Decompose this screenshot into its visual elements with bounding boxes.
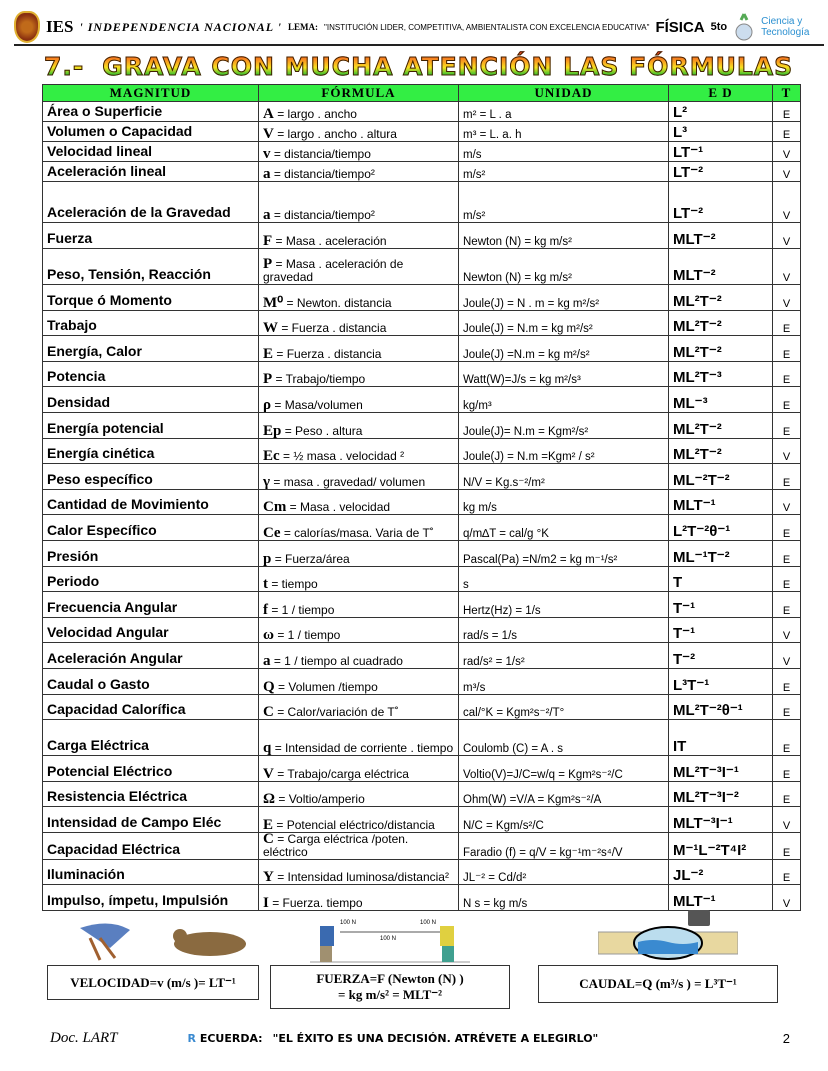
magnitud-cell: Capacidad Calorífica [43, 694, 259, 720]
dimension-cell: ML²T⁻³I⁻² [669, 781, 773, 807]
force-label: 100 N [340, 920, 357, 926]
dimension-cell: T⁻¹ [669, 592, 773, 618]
table-row [43, 668, 801, 694]
type-cell: E [773, 361, 801, 387]
formula-cell [259, 781, 459, 807]
table-row [43, 285, 801, 311]
formula-cell [259, 566, 459, 592]
formula-text: = calorías/masa. Varia de T˚ [283, 525, 434, 540]
dimension-cell: MLT⁻² [669, 249, 773, 285]
formula-cell [259, 617, 459, 643]
formula-text: = Potencial eléctrico/distancia [276, 817, 435, 832]
magnitud-cell: Intensidad de Campo Eléc [43, 807, 259, 833]
formula-symbol: E [263, 345, 274, 362]
type-cell: E [773, 387, 801, 413]
formula-symbol: γ [263, 473, 271, 490]
table-header-row [43, 85, 801, 102]
magnitud-cell: Impulso, ímpetu, Impulsión [43, 885, 259, 911]
formula-cell [259, 122, 459, 142]
unidad-cell: q/m∆T = cal/g °K [459, 515, 669, 541]
dimension-cell: ML²T⁻² [669, 336, 773, 362]
unidad-cell: Joule(J) = N . m = kg m²/s² [459, 285, 669, 311]
magnitud-cell: Aceleración de la Gravedad [43, 182, 259, 223]
magnitud-cell: Periodo [43, 566, 259, 592]
formula-text: = 1 / tiempo [271, 602, 335, 617]
formula-symbol: A [263, 106, 274, 122]
unidad-cell: Voltio(V)=J/C=w/q = Kgm²s⁻²/C [459, 756, 669, 782]
unidad-cell: cal/°K = Kgm²s⁻²/T° [459, 694, 669, 720]
table-row [43, 336, 801, 362]
formula-text: = Voltio/amperio [278, 792, 365, 807]
formula-cell [259, 756, 459, 782]
dimension-cell: LT⁻² [669, 182, 773, 223]
table-row [43, 540, 801, 566]
magnitud-cell: Calor Específico [43, 515, 259, 541]
table-row [43, 489, 801, 515]
formula-text: = masa . gravedad/ volumen [273, 474, 426, 489]
table-row [43, 566, 801, 592]
formula-symbol: a [263, 652, 271, 669]
formula-cell [259, 162, 459, 182]
table-row [43, 438, 801, 464]
unidad-cell: m/s² [459, 162, 669, 182]
velocidad-summary-box [47, 965, 259, 1000]
formula-symbol: ρ [263, 396, 272, 413]
formula-cell [259, 361, 459, 387]
page-number: 2 [782, 1031, 790, 1046]
science-logo-text [761, 16, 809, 38]
formula-text: = distancia/tiempo [273, 147, 371, 161]
table-row [43, 617, 801, 643]
table-row [43, 781, 801, 807]
magnitud-cell: Área o Superficie [43, 102, 259, 122]
unidad-cell: N/V = Kg.s⁻²/m² [459, 464, 669, 490]
formula-text: = Masa . aceleración de gravedad [263, 257, 404, 284]
type-cell: E [773, 310, 801, 336]
unidad-cell: Newton (N) = kg m/s² [459, 249, 669, 285]
formula-text: = Masa . velocidad [289, 500, 391, 515]
unidad-cell: Faradio (f) = q/V = kg⁻¹m⁻²s⁴/V [459, 832, 669, 859]
caudal-summary-box [538, 965, 778, 1003]
formula-text: = Masa . aceleración [275, 234, 387, 248]
table-row [43, 310, 801, 336]
magnitud-cell: Fuerza [43, 223, 259, 249]
unidad-cell: s [459, 566, 669, 592]
dimension-cell: ML²T⁻²θ⁻¹ [669, 694, 773, 720]
magnitud-cell: Caudal o Gasto [43, 668, 259, 694]
formula-cell [259, 515, 459, 541]
dimension-cell: LT⁻¹ [669, 142, 773, 162]
dimension-cell: T⁻¹ [669, 617, 773, 643]
velocidad-summary: VELOCIDAD=v (m/s )= LT⁻¹ [70, 974, 236, 990]
magnitud-cell: Potencial Eléctrico [43, 756, 259, 782]
subject: FÍSICA [655, 18, 705, 36]
formula-cell [259, 668, 459, 694]
dimension-cell: MLT⁻¹ [669, 885, 773, 911]
fuerza-summary-line: = kg m/s² = MLT⁻² [337, 987, 443, 1002]
formula-cell [259, 285, 459, 311]
unidad-cell: N/C = Kgm/s²/C [459, 807, 669, 833]
table-row [43, 142, 801, 162]
fuerza-summary-box [270, 965, 510, 1009]
formula-text: = Calor/variación de T˚ [277, 705, 399, 720]
tug-of-war-illustration [300, 918, 480, 968]
formula-symbol: Ω [263, 791, 276, 807]
magnitud-cell: Velocidad Angular [43, 617, 259, 643]
formula-cell [259, 438, 459, 464]
type-cell: V [773, 438, 801, 464]
dimension-cell: L² [669, 102, 773, 122]
title-text: GRAVA CON MUCHA ATENCIÓN LAS FÓRMULAS [102, 51, 794, 81]
magnitud-cell: Presión [43, 540, 259, 566]
dimension-cell: MLT⁻¹ [669, 489, 773, 515]
formula-symbol: ω [263, 627, 274, 643]
table-row [43, 720, 801, 756]
table-row [43, 832, 801, 859]
formula-text: = distancia/tiempo² [273, 208, 375, 222]
dimension-cell: ML⁻²T⁻² [669, 464, 773, 490]
unidad-cell: N s = kg m/s [459, 885, 669, 911]
unidad-cell: Hertz(Hz) = 1/s [459, 592, 669, 618]
formula-text: = Intensidad de corriente . tiempo [274, 741, 454, 756]
formula-symbol: Y [263, 869, 274, 885]
formula-text: = 1 / tiempo [277, 628, 341, 643]
dimension-cell: T [669, 566, 773, 592]
type-cell: E [773, 412, 801, 438]
magnitud-cell: Aceleración Angular [43, 643, 259, 669]
formula-text: = Masa/volumen [274, 397, 363, 412]
dimension-cell: ML⁻¹T⁻² [669, 540, 773, 566]
magnitud-cell: Volumen o Capacidad [43, 122, 259, 142]
logo-line: Tecnología [761, 27, 810, 38]
unidad-cell: m/s [459, 142, 669, 162]
unidad-cell: m³/s [459, 668, 669, 694]
formula-text: = Fuerza. tiempo [272, 896, 363, 911]
type-cell: E [773, 122, 801, 142]
formula-cell [259, 592, 459, 618]
school-crest-icon [14, 11, 40, 43]
formula-symbol: p [263, 550, 272, 567]
formula-symbol: a [263, 166, 271, 182]
recuerda-text: ECUERDA: [199, 1032, 263, 1045]
type-cell: E [773, 464, 801, 490]
type-cell: V [773, 223, 801, 249]
force-label: 100 N [380, 936, 397, 942]
quote: "EL ÉXITO ES UNA DECISIÓN. ATRÉVETE A ELEGIRLO" [272, 1032, 599, 1045]
formula-symbol: W [263, 320, 278, 336]
formula-text: = Carga eléctrica /poten. eléctrico [263, 832, 409, 859]
formula-cell [259, 182, 459, 223]
table-row [43, 464, 801, 490]
formula-cell [259, 489, 459, 515]
table-row [43, 162, 801, 182]
magnitud-cell: Capacidad Eléctrica [43, 832, 259, 859]
dimension-cell: T⁻² [669, 643, 773, 669]
type-cell: V [773, 643, 801, 669]
formula-symbol: E [263, 816, 274, 833]
formula-text: = Newton. distancia [286, 295, 392, 310]
formula-symbol: Ec [263, 448, 280, 464]
formula-text: = Volumen /tiempo [278, 679, 378, 694]
formula-symbol: t [263, 576, 268, 592]
page-title [44, 51, 800, 81]
formula-text: = largo . ancho . altura [277, 127, 397, 141]
logo-line: Ciencia y [761, 16, 803, 27]
type-cell: V [773, 489, 801, 515]
type-cell: E [773, 540, 801, 566]
formula-symbol: a [263, 207, 271, 223]
formula-cell [259, 464, 459, 490]
unidad-cell: Joule(J) = N.m =Kgm² / s² [459, 438, 669, 464]
r-logo-icon: R [187, 1032, 196, 1045]
formula-cell [259, 336, 459, 362]
formula-symbol: M⁰ [263, 294, 284, 311]
formula-cell [259, 412, 459, 438]
formula-text: = Trabajo/tiempo [275, 372, 366, 387]
table-row [43, 756, 801, 782]
type-cell: E [773, 694, 801, 720]
magnitud-cell: Aceleración lineal [43, 162, 259, 182]
formula-cell [259, 540, 459, 566]
formula-symbol: Ce [263, 524, 281, 541]
formula-text: = Peso . altura [284, 423, 363, 438]
magnitud-cell: Resistencia Eléctrica [43, 781, 259, 807]
magnitud-cell: Energía potencial [43, 412, 259, 438]
dimension-cell: ML²T⁻² [669, 412, 773, 438]
formula-symbol: q [263, 740, 272, 756]
table-row [43, 515, 801, 541]
dimension-cell: MLT⁻³I⁻¹ [669, 807, 773, 833]
table-row [43, 361, 801, 387]
type-cell: E [773, 592, 801, 618]
formula-cell [259, 310, 459, 336]
dimension-cell: ML²T⁻² [669, 438, 773, 464]
illustrations [0, 918, 828, 968]
table-row [43, 694, 801, 720]
type-cell: E [773, 336, 801, 362]
page-header [14, 10, 824, 46]
unidad-cell: Newton (N) = kg m/s² [459, 223, 669, 249]
header-formula: FÓRMULA [259, 85, 459, 102]
type-cell: V [773, 249, 801, 285]
type-cell: E [773, 566, 801, 592]
type-cell: V [773, 617, 801, 643]
school-name: ' INDEPENDENCIA NACIONAL ' [79, 19, 283, 34]
formula-symbol: f [263, 601, 268, 618]
fuerza-summary-line: FUERZA=F (Newton (N) ) [316, 971, 464, 986]
dimension-cell: M⁻¹L⁻²T⁴I² [669, 832, 773, 859]
type-cell: E [773, 756, 801, 782]
formula-text: = Trabajo/carga eléctrica [277, 766, 409, 781]
table-row [43, 859, 801, 885]
flow-pipe-illustration [598, 910, 738, 960]
formula-cell [259, 859, 459, 885]
unidad-cell: Joule(J) =N.m = kg m²/s² [459, 336, 669, 362]
formula-text: = distancia/tiempo² [273, 167, 375, 181]
header-ed: E D [669, 85, 773, 102]
table-row [43, 182, 801, 223]
table-row [43, 807, 801, 833]
table-row [43, 885, 801, 911]
dimension-cell: ML²T⁻² [669, 310, 773, 336]
title-number: 7.- [44, 51, 85, 81]
formula-text: = Intensidad luminosa/distancia² [277, 870, 449, 885]
magnitud-cell: Cantidad de Movimiento [43, 489, 259, 515]
magnitud-cell: Potencia [43, 361, 259, 387]
magnitud-cell: Energía, Calor [43, 336, 259, 362]
type-cell: V [773, 285, 801, 311]
table-row [43, 643, 801, 669]
formula-cell [259, 694, 459, 720]
table-row [43, 249, 801, 285]
magnitud-cell: Peso específico [43, 464, 259, 490]
formula-symbol: Cm [263, 499, 287, 515]
science-flask-icon [733, 12, 755, 42]
author: Doc. LART [50, 1030, 118, 1046]
header-t: T [773, 85, 801, 102]
unidad-cell: rad/s² = 1/s² [459, 643, 669, 669]
unidad-cell: JL⁻² = Cd/d² [459, 859, 669, 885]
dimension-cell: L²T⁻²θ⁻¹ [669, 515, 773, 541]
magnitud-cell: Carga Eléctrica [43, 720, 259, 756]
page-footer [50, 1030, 790, 1047]
type-cell: V [773, 182, 801, 223]
formula-cell [259, 387, 459, 413]
formula-symbol: C [263, 704, 274, 720]
dimension-cell: ML²T⁻² [669, 285, 773, 311]
unidad-cell: kg/m³ [459, 387, 669, 413]
lema-text: "INSTITUCIÓN LIDER, COMPETITIVA, AMBIENTALISTA CON EXCELENCIA EDUCATIVA" [324, 22, 650, 32]
formula-cell [259, 142, 459, 162]
dimension-cell: JL⁻² [669, 859, 773, 885]
unidad-cell: kg m/s [459, 489, 669, 515]
table-row [43, 102, 801, 122]
unidad-cell: rad/s = 1/s [459, 617, 669, 643]
formula-cell [259, 223, 459, 249]
formula-symbol: V [263, 765, 274, 782]
unidad-cell: m³ = L. a. h [459, 122, 669, 142]
formula-symbol: P [263, 256, 273, 272]
dimension-cell: LT⁻² [669, 162, 773, 182]
dimension-cell: L³T⁻¹ [669, 668, 773, 694]
formula-symbol: F [263, 233, 273, 249]
table-row [43, 387, 801, 413]
grade: 5to [710, 21, 728, 33]
unidad-cell: m² = L . a [459, 102, 669, 122]
magnitud-cell: Trabajo [43, 310, 259, 336]
formula-cell [259, 643, 459, 669]
formula-cell [259, 102, 459, 122]
type-cell: E [773, 515, 801, 541]
unidad-cell: Joule(J) = N.m = kg m²/s² [459, 310, 669, 336]
dimension-cell: L³ [669, 122, 773, 142]
formula-symbol: I [263, 895, 269, 911]
magnitud-cell: Peso, Tensión, Reacción [43, 249, 259, 285]
school-abbrev: IES [46, 17, 74, 36]
type-cell: E [773, 102, 801, 122]
recuerda-label [188, 1032, 263, 1045]
formula-text: = 1 / tiempo al cuadrado [273, 653, 403, 668]
type-cell: E [773, 781, 801, 807]
table-row [43, 223, 801, 249]
dimension-cell: IT [669, 720, 773, 756]
formula-text: = Fuerza . distancia [281, 321, 387, 336]
formula-cell [259, 249, 459, 285]
type-cell: V [773, 885, 801, 911]
formula-text: = Fuerza/área [274, 551, 350, 566]
formula-symbol: V [263, 126, 274, 142]
formula-cell [259, 832, 459, 859]
header-unidad: UNIDAD [459, 85, 669, 102]
magnitud-cell: Velocidad lineal [43, 142, 259, 162]
formula-text: = tiempo [271, 577, 318, 592]
type-cell: E [773, 859, 801, 885]
formula-cell [259, 807, 459, 833]
table-row [43, 592, 801, 618]
caudal-summary: CAUDAL=Q (m³/s ) = L³T⁻¹ [579, 976, 737, 991]
type-cell: V [773, 142, 801, 162]
formulas-table [42, 84, 801, 911]
dimension-cell: ML²T⁻³I⁻¹ [669, 756, 773, 782]
unidad-cell: Joule(J)= N.m = Kgm²/s² [459, 412, 669, 438]
table-row [43, 412, 801, 438]
table-row [43, 122, 801, 142]
magnitud-cell: Energía cinética [43, 438, 259, 464]
formula-symbol: P [263, 371, 273, 387]
magnitud-cell: Iluminación [43, 859, 259, 885]
magnitud-cell: Torque ó Momento [43, 285, 259, 311]
formula-text: = Fuerza . distancia [276, 346, 382, 361]
unidad-cell: Pascal(Pa) =N/m2 = kg m⁻¹/s² [459, 540, 669, 566]
formula-symbol: Ep [263, 422, 282, 439]
dimension-cell: MLT⁻² [669, 223, 773, 249]
formula-cell [259, 885, 459, 911]
type-cell: V [773, 162, 801, 182]
formula-text: = largo . ancho [277, 107, 357, 121]
type-cell: V [773, 807, 801, 833]
roadrunner-coyote-illustration [70, 918, 260, 964]
formula-symbol: v [263, 146, 271, 162]
dimension-cell: ML⁻³ [669, 387, 773, 413]
formula-symbol: Q [263, 678, 275, 694]
type-cell: E [773, 832, 801, 859]
formula-symbol: C [263, 832, 274, 847]
unidad-cell: m/s² [459, 182, 669, 223]
dimension-cell: ML²T⁻³ [669, 361, 773, 387]
formula-text: = ½ masa . velocidad ² [283, 449, 405, 464]
lema-label: LEMA: [288, 22, 319, 32]
formula-cell [259, 720, 459, 756]
unidad-cell: Ohm(W) =V/A = Kgm²s⁻²/A [459, 781, 669, 807]
unidad-cell: Watt(W)=J/s = kg m²/s³ [459, 361, 669, 387]
header-magnitud: MAGNITUD [43, 85, 259, 102]
type-cell: E [773, 668, 801, 694]
force-label: 100 N [420, 920, 437, 926]
magnitud-cell: Frecuencia Angular [43, 592, 259, 618]
magnitud-cell: Densidad [43, 387, 259, 413]
type-cell: E [773, 720, 801, 756]
unidad-cell: Coulomb (C) = A . s [459, 720, 669, 756]
